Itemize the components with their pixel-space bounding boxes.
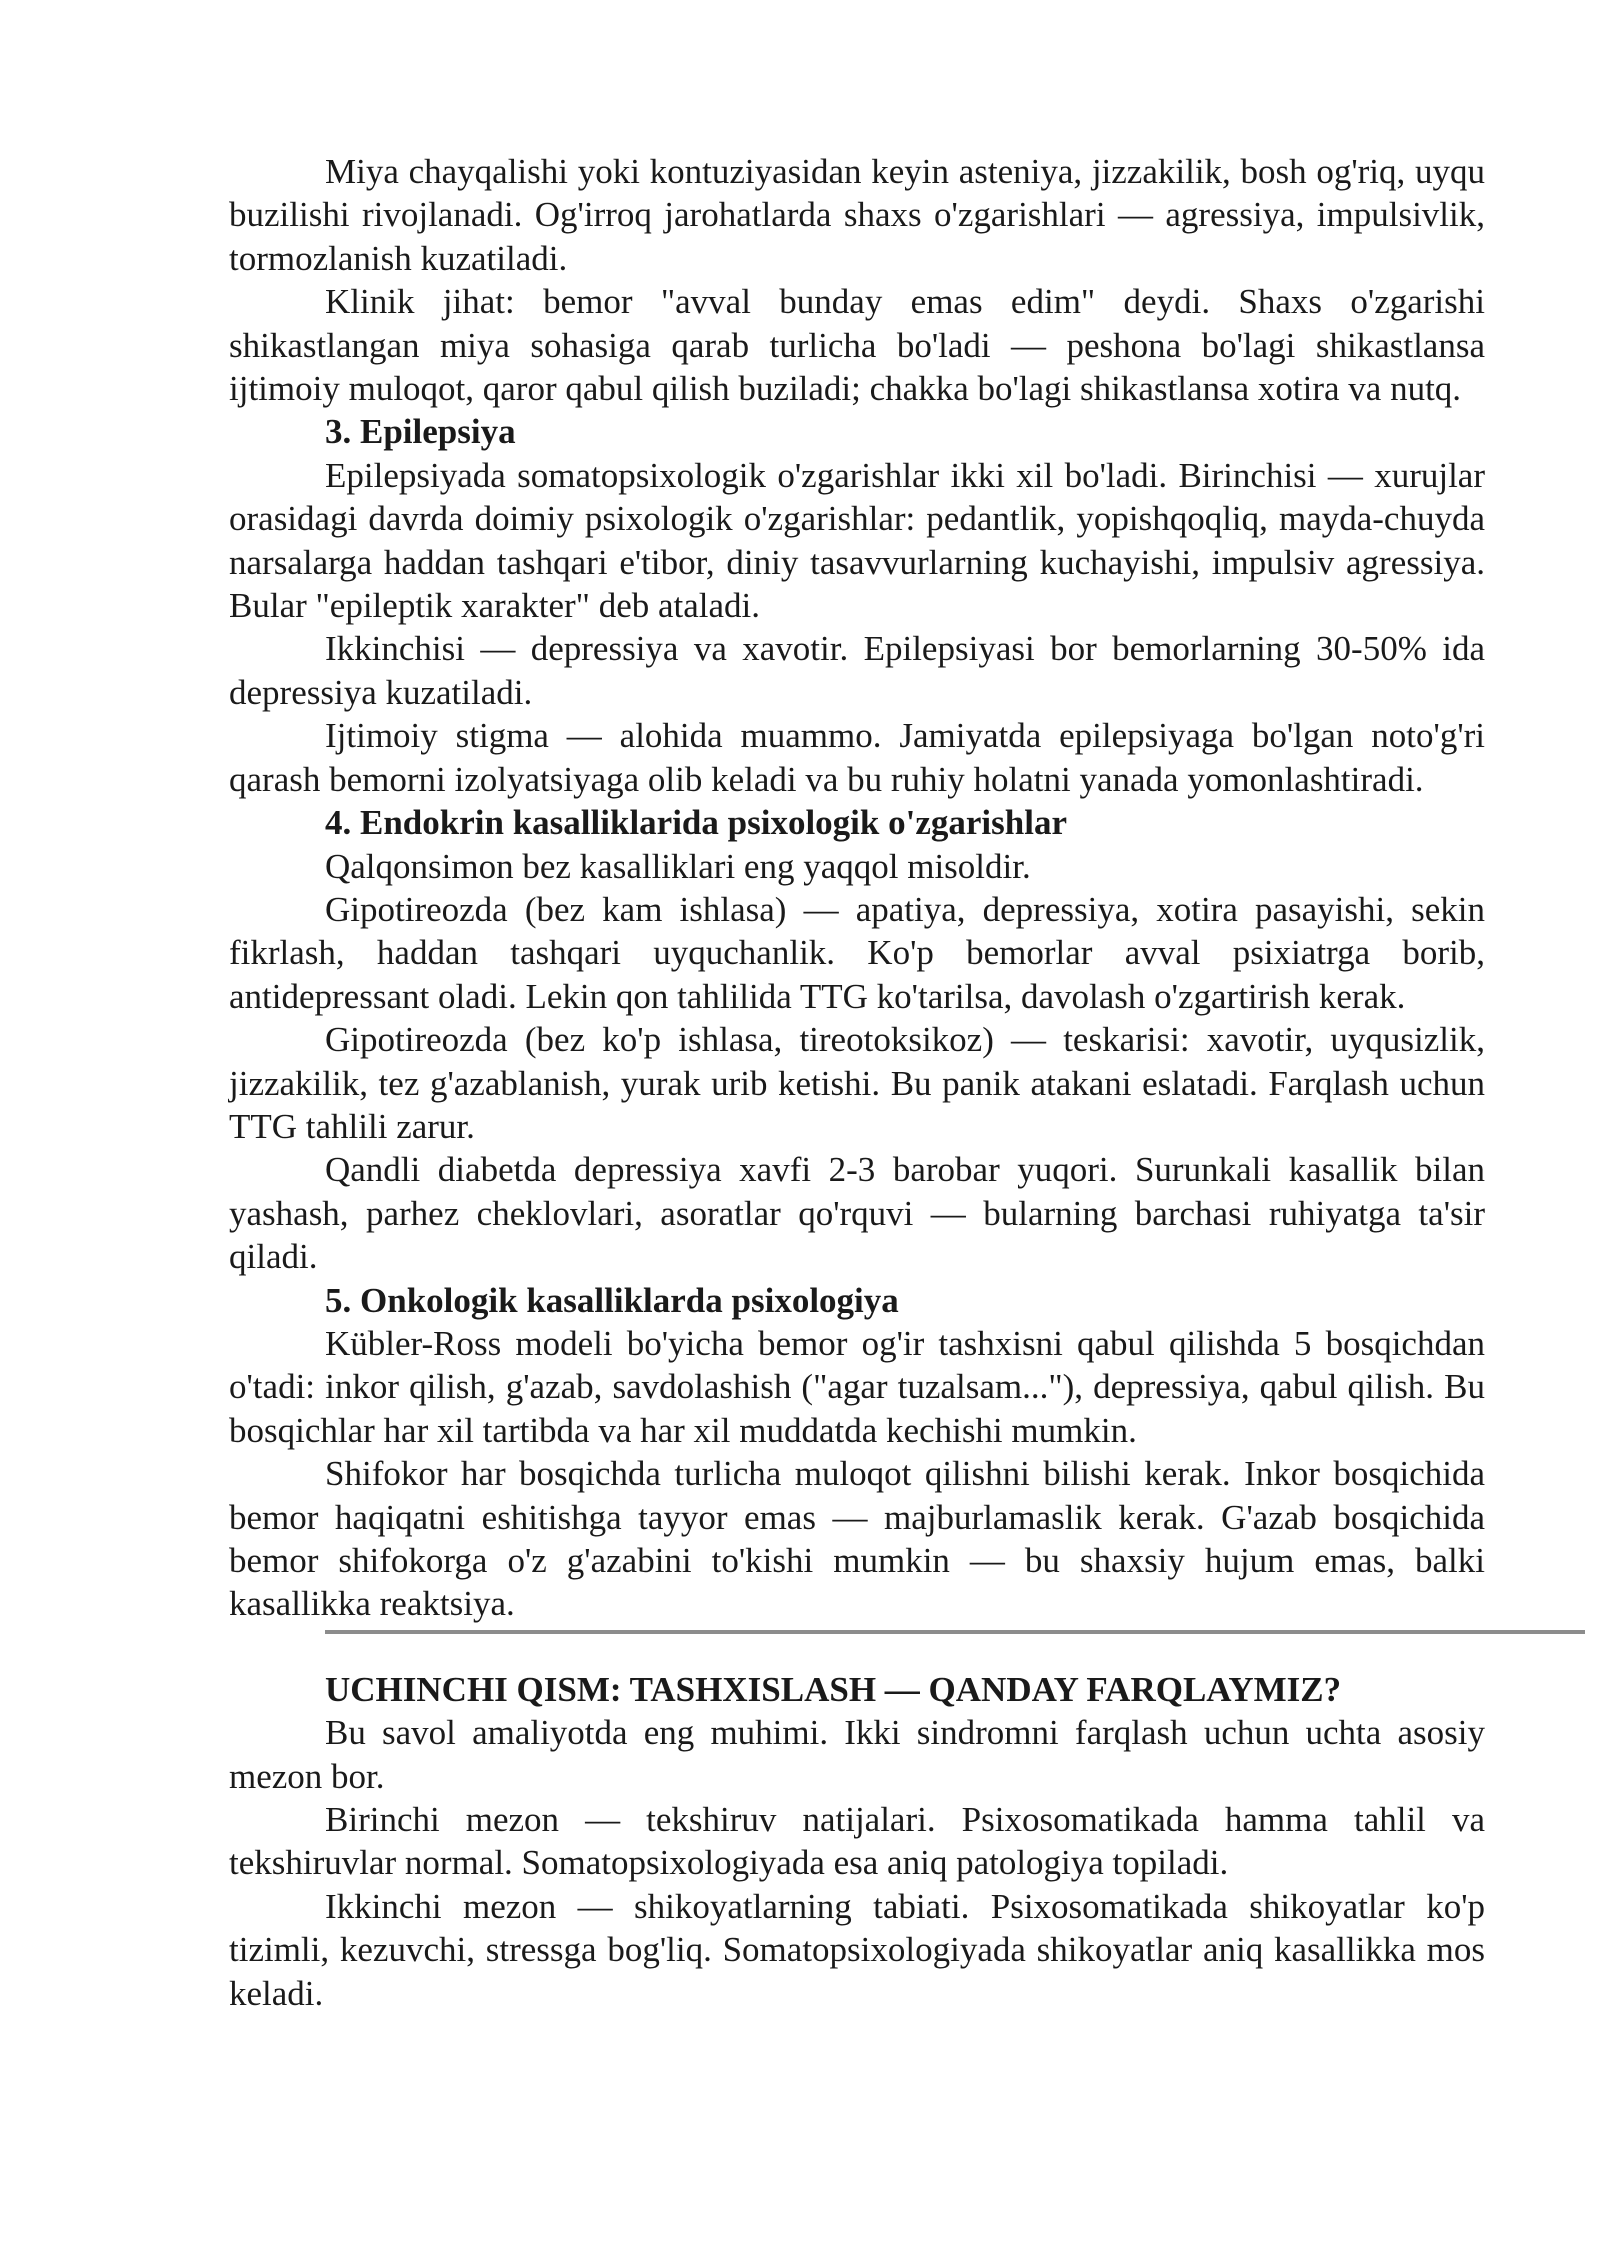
paragraph-second-criterion: Ikkinchi mezon — shikoyatlarning tabiati. Psixosomatikada shikoyatlar ko'p tizimli, kezuvchi, stressga bog'liq. Somatopsixologiyada shikoyatlar aniq kasallikka mos keladi. [229, 1886, 1485, 2013]
heading-oncology: 5. Onkologik kasalliklarda psixologiya [325, 1280, 899, 1320]
paragraph-social-stigma: Ijtimoiy stigma — alohida muammo. Jamiyatda epilepsiyaga bo'lgan noto'g'ri qarash bemorni izolyatsiyaga olib keladi va bu ruhiy holatni yanada yomonlashtiradi. [229, 716, 1485, 799]
heading-endocrine: 4. Endokrin kasalliklarida psixologik o'zgarishlar [325, 803, 1067, 843]
paragraph-thyroid-intro: Qalqonsimon bez kasalliklari eng yaqqol misoldir. [325, 846, 1031, 886]
paragraph-kubler-ross: Kübler-Ross modeli bo'yicha bemor og'ir tashxisni qabul qilishda 5 bosqichdan o'tadi: inkor qilish, g'azab, savdolashish ("agar tuzalsam..."), depressiya, qabul qilish. Bu bosqichlar har xil tartibda va har xil muddatda kechishi mumkin. [229, 1323, 1485, 1450]
paragraph-trauma-symptoms: Miya chayqalishi yoki kontuziyasidan keyin asteniya, jizzakilik, bosh og'riq, uyqu buzilishi rivojlanadi. Og'irroq jarohatlarda shaxs o'zgarishlari — agressiya, impulsivlik, tormozlanish kuzatiladi. [229, 152, 1485, 278]
paragraph-epilepsy-depression: Ikkinchisi — depressiya va xavotir. Epilepsiyasi bor bemorlarning 30-50% ida depressiya kuzatiladi. [229, 629, 1485, 712]
section-divider [325, 1630, 1585, 1634]
paragraph-diagnosis-intro: Bu savol amaliyotda eng muhimi. Ikki sindromni farqlash uchun uchta asosiy mezon bor. [229, 1713, 1485, 1796]
paragraph-first-criterion: Birinchi mezon — tekshiruv natijalari. Psixosomatikada hamma tahlil va tekshiruvlar normal. Somatopsixologiyada esa aniq patologiya topiladi. [229, 1800, 1485, 1883]
heading-epilepsy: 3. Epilepsiya [325, 412, 516, 452]
paragraph-doctor-communication: Shifokor har bosqichda turlicha muloqot qilishni bilishi kerak. Inkor bosqichida bemor haqiqatni eshitishga tayyor emas — majburlamaslik kerak. G'azab bosqichida bemor shifokorga o'z g'azabini to'kishi mumkin — bu shaxsiy hujum emas, balki kasallikka reaktsiya. [229, 1454, 1485, 1624]
paragraph-thyrotoxicosis: Gipotireozda (bez ko'p ishlasa, tireotoksikoz) — teskarisi: xavotir, uyqusizlik, jizzakilik, tez g'azablanish, yurak urib ketishi. Bu panik atakani eslatadi. Farqlash uchun TTG tahlili zarur. [229, 1020, 1485, 1146]
heading-part-three: UCHINCHI QISM: TASHXISLASH — QANDAY FARQLAYMIZ? [325, 1669, 1342, 1709]
paragraph-hypothyroidism: Gipotireozda (bez kam ishlasa) — apatiya, depressiya, xotira pasayishi, sekin fikrlash, haddan tashqari uyquchanlik. Ko'p bemorlar avval psixiatrga borib, antidepressant oladi. Lekin qon tahlilida TTG ko'tarilsa, davolash o'zgartirish kerak. [229, 889, 1485, 1016]
document-page [229, 150, 1485, 2015]
paragraph-clinical-aspect: Klinik jihat: bemor "avval bunday emas edim" deydi. Shaxs o'zgarishi shikastlangan miya sohasiga qarab turlicha bo'ladi — peshona bo'lagi shikastlansa ijtimoiy muloqot, qaror qabul qilish buziladi; chakka bo'lagi shikastlansa xotira va nutq. [229, 282, 1485, 409]
paragraph-diabetes: Qandli diabetda depressiya xavfi 2-3 barobar yuqori. Surunkali kasallik bilan yashash, parhez cheklovlari, asoratlar qo'rquvi — bularning barchasi ruhiyatga ta'sir qiladi. [229, 1150, 1485, 1277]
paragraph-epilepsy-changes: Epilepsiyada somatopsixologik o'zgarishlar ikki xil bo'ladi. Birinchisi — xurujlar orasidagi davrda doimiy psixologik o'zgarishlar: pedantlik, yopishqoqliq, mayda-chuyda narsalarga haddan tashqari e'tibor, diniy tasavvurlarning kuchayishi, impulsiv agressiya. Bular "epileptik xarakter" deb ataladi. [229, 455, 1485, 626]
